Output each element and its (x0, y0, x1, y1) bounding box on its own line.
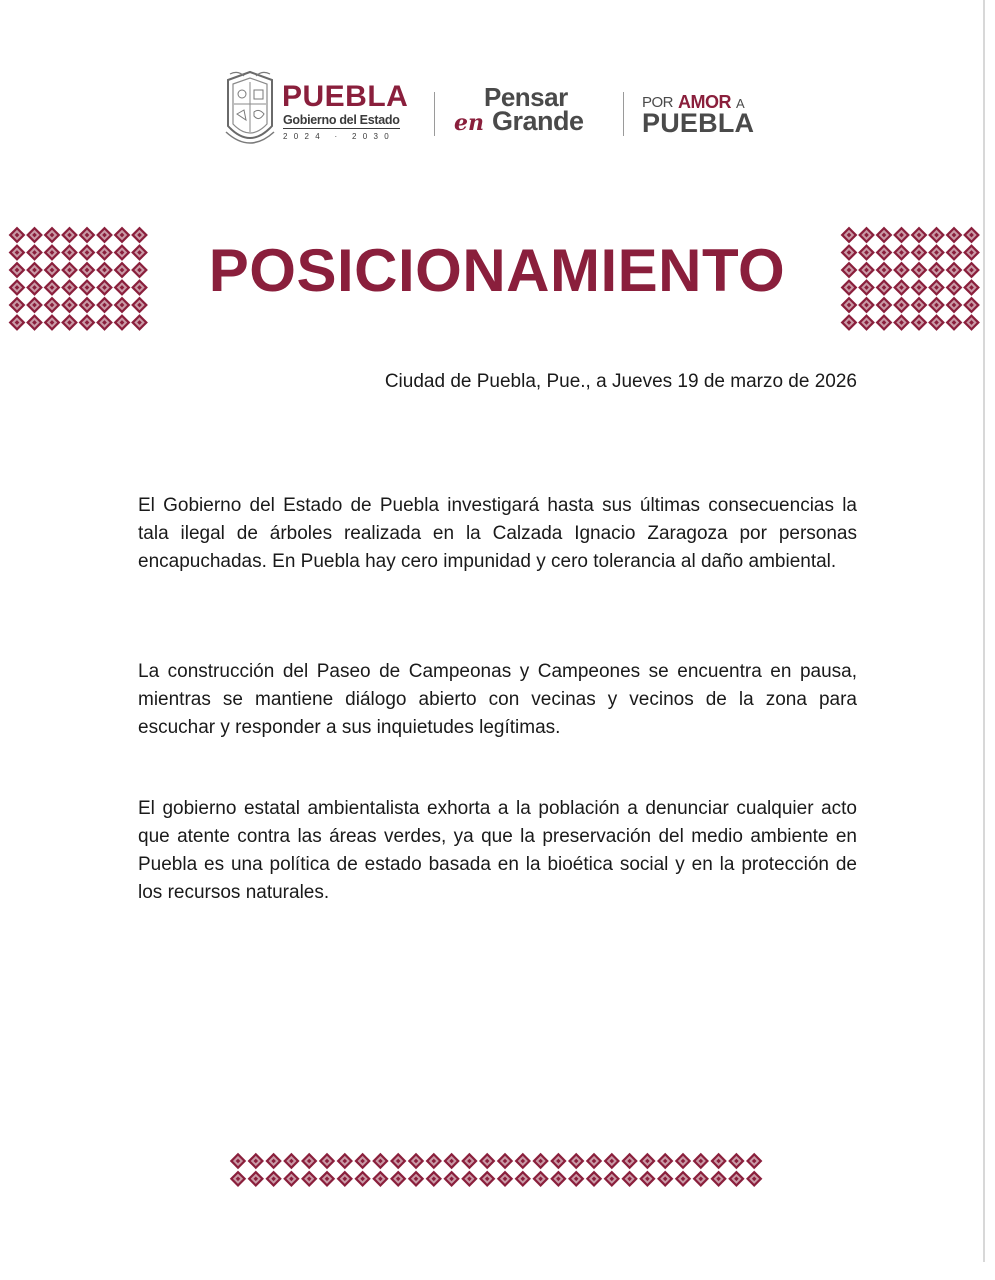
pattern-motif (79, 279, 96, 296)
pattern-motif (604, 1171, 620, 1187)
pattern-motif (61, 297, 78, 314)
paragraph-text: El gobierno estatal ambientalista exhorta a la población a denunciar cualquier acto que atente contra las áreas verdes, ya que la preservación del medio ambiente en Puebla es una política de estado basada en la bioética social y en la protección de los recursos naturales. (138, 798, 857, 903)
pattern-motif (9, 262, 26, 279)
pattern-motif (675, 1171, 691, 1187)
pattern-motif (96, 314, 113, 331)
pattern-motif (96, 227, 113, 244)
pattern-motif (479, 1153, 495, 1169)
pattern-motif (928, 314, 945, 331)
pattern-motif (858, 297, 875, 314)
pattern-motif (963, 314, 980, 331)
coat-of-arms-icon (224, 70, 276, 152)
document-title: POSICIONAMIENTO (208, 237, 786, 304)
pattern-motif (9, 297, 26, 314)
pattern-motif (858, 227, 875, 244)
pattern-motif (515, 1153, 531, 1169)
pattern-motif (893, 227, 910, 244)
puebla-logo-years: 2024 · 2030 (283, 132, 396, 141)
pattern-motif (963, 244, 980, 261)
pattern-motif (876, 262, 893, 279)
pattern-motif (893, 297, 910, 314)
pattern-motif (96, 297, 113, 314)
pattern-motif (319, 1153, 335, 1169)
pattern-motif (728, 1171, 744, 1187)
pattern-motif (911, 297, 928, 314)
logo-divider (434, 92, 435, 136)
pattern-motif (963, 227, 980, 244)
pattern-motif (893, 244, 910, 261)
pattern-motif (301, 1171, 317, 1187)
paragraph-text: El Gobierno del Estado de Puebla investigará hasta sus últimas consecuencias la tala ilegal de árboles realizada en la Calzada Ignacio Zaragoza por personas encapuchadas. En Puebla hay cero impunidad y cero tolerancia al daño ambiental. (138, 495, 857, 572)
pattern-motif (893, 279, 910, 296)
pattern-motif (693, 1153, 709, 1169)
pensar-en-grande-logo (454, 84, 604, 144)
date-line: Ciudad de Puebla, Pue., a Jueves 19 de marzo de 2026 (384, 371, 857, 392)
pattern-motif (319, 1171, 335, 1187)
pattern-motif (96, 244, 113, 261)
pattern-motif (230, 1171, 246, 1187)
pattern-motif (858, 314, 875, 331)
amor-logo-a: A (736, 96, 745, 111)
decorative-pattern-right (840, 226, 982, 334)
pattern-motif (746, 1171, 762, 1187)
pattern-motif (461, 1171, 477, 1187)
pattern-motif (657, 1153, 673, 1169)
pattern-motif (79, 314, 96, 331)
pattern-motif (61, 244, 78, 261)
pattern-motif (9, 314, 26, 331)
pattern-motif (26, 227, 43, 244)
pattern-motif (621, 1153, 637, 1169)
pattern-motif (79, 244, 96, 261)
pattern-motif (675, 1153, 691, 1169)
amor-logo-por: POR (642, 94, 674, 111)
pattern-motif (946, 279, 963, 296)
pattern-motif (928, 297, 945, 314)
header-logos (224, 68, 784, 156)
pattern-motif (746, 1153, 762, 1169)
pattern-motif (426, 1153, 442, 1169)
pattern-motif (928, 244, 945, 261)
pattern-motif (131, 279, 148, 296)
pattern-motif (550, 1171, 566, 1187)
pattern-motif (479, 1171, 495, 1187)
pattern-motif (443, 1171, 459, 1187)
pattern-motif (354, 1171, 370, 1187)
slogan-bottom: Grande (492, 106, 584, 136)
pattern-motif (248, 1153, 264, 1169)
pattern-motif (283, 1171, 299, 1187)
pattern-motif (114, 314, 131, 331)
pattern-motif (858, 262, 875, 279)
pattern-motif (26, 297, 43, 314)
pattern-motif (497, 1171, 513, 1187)
pattern-motif (26, 262, 43, 279)
pattern-motif (79, 227, 96, 244)
pattern-motif (586, 1171, 602, 1187)
pattern-motif (372, 1153, 388, 1169)
pattern-motif (248, 1171, 264, 1187)
pattern-motif (131, 262, 148, 279)
pattern-motif (131, 297, 148, 314)
pattern-motif (858, 244, 875, 261)
pattern-motif (876, 244, 893, 261)
pattern-motif (963, 262, 980, 279)
pattern-motif (586, 1153, 602, 1169)
pattern-motif (639, 1171, 655, 1187)
pattern-motif (354, 1153, 370, 1169)
puebla-logo-name: PUEBLA (282, 80, 409, 113)
pattern-motif (911, 279, 928, 296)
pattern-motif (301, 1153, 317, 1169)
pattern-motif (532, 1171, 548, 1187)
pattern-motif (858, 279, 875, 296)
pattern-motif (841, 262, 858, 279)
pattern-motif (114, 297, 131, 314)
pattern-motif (876, 279, 893, 296)
logo-divider (623, 92, 624, 136)
pattern-motif (61, 314, 78, 331)
pattern-motif (532, 1153, 548, 1169)
pattern-motif (911, 227, 928, 244)
pattern-motif (131, 314, 148, 331)
pattern-motif (911, 314, 928, 331)
page-edge (983, 0, 985, 1262)
pattern-motif (61, 262, 78, 279)
pattern-motif (114, 279, 131, 296)
pattern-motif (461, 1153, 477, 1169)
pattern-motif (131, 244, 148, 261)
slogan-en: en (454, 110, 484, 136)
pattern-motif (61, 227, 78, 244)
pattern-motif (79, 297, 96, 314)
pattern-motif (426, 1171, 442, 1187)
pattern-motif (946, 244, 963, 261)
pattern-motif (893, 314, 910, 331)
pattern-motif (408, 1171, 424, 1187)
pattern-motif (893, 262, 910, 279)
pattern-motif (390, 1153, 406, 1169)
pattern-motif (26, 244, 43, 261)
pattern-motif (44, 297, 61, 314)
pattern-motif (876, 297, 893, 314)
pattern-motif (876, 314, 893, 331)
pattern-motif (911, 262, 928, 279)
body-paragraph-3 (138, 795, 857, 907)
puebla-gobierno-logo (282, 82, 422, 142)
pattern-motif (44, 279, 61, 296)
pattern-motif (911, 244, 928, 261)
pattern-motif (515, 1171, 531, 1187)
pattern-motif (114, 262, 131, 279)
pattern-motif (693, 1171, 709, 1187)
puebla-logo-subtitle: Gobierno del Estado (283, 113, 400, 127)
pattern-motif (928, 279, 945, 296)
pattern-motif (408, 1153, 424, 1169)
pattern-motif (497, 1153, 513, 1169)
pattern-motif (283, 1153, 299, 1169)
pattern-motif (9, 227, 26, 244)
pattern-motif (230, 1153, 246, 1169)
pattern-motif (841, 227, 858, 244)
pattern-motif (710, 1171, 726, 1187)
pattern-motif (946, 297, 963, 314)
pattern-motif (96, 262, 113, 279)
amor-logo-puebla: PUEBLA (642, 108, 755, 138)
pattern-motif (114, 244, 131, 261)
pattern-motif (44, 244, 61, 261)
pattern-motif (657, 1171, 673, 1187)
pattern-motif (841, 297, 858, 314)
pattern-motif (9, 244, 26, 261)
pattern-motif (963, 279, 980, 296)
pattern-motif (928, 227, 945, 244)
pattern-motif (26, 279, 43, 296)
pattern-motif (946, 227, 963, 244)
body-paragraph-1 (138, 492, 857, 576)
pattern-motif (728, 1153, 744, 1169)
pattern-motif (44, 227, 61, 244)
pattern-motif (390, 1171, 406, 1187)
pattern-motif (9, 279, 26, 296)
pattern-motif (568, 1171, 584, 1187)
decorative-pattern-left (8, 226, 150, 334)
pattern-motif (265, 1153, 281, 1169)
paragraph-text: La construcción del Paseo de Campeonas y Campeones se encuentra en pausa, mientras se mantiene diálogo abierto con vecinas y vecinos de la zona para escuchar y responder a sus inquietudes legítimas. (138, 661, 857, 738)
pattern-motif (550, 1153, 566, 1169)
pattern-motif (639, 1153, 655, 1169)
pattern-motif (61, 279, 78, 296)
pattern-motif (841, 244, 858, 261)
pattern-motif (337, 1171, 353, 1187)
pattern-motif (443, 1153, 459, 1169)
body-paragraph-2 (138, 658, 857, 742)
pattern-motif (131, 227, 148, 244)
por-amor-a-puebla-logo (642, 92, 782, 142)
pattern-motif (963, 297, 980, 314)
pattern-motif (96, 279, 113, 296)
pattern-motif (621, 1171, 637, 1187)
pattern-motif (946, 262, 963, 279)
pattern-motif (337, 1153, 353, 1169)
pattern-motif (568, 1153, 584, 1169)
pattern-motif (372, 1171, 388, 1187)
pattern-motif (841, 279, 858, 296)
pattern-motif (928, 262, 945, 279)
amor-logo-amor: AMOR (678, 92, 731, 112)
pattern-motif (265, 1171, 281, 1187)
decorative-pattern-bottom (228, 1152, 764, 1188)
pattern-motif (710, 1153, 726, 1169)
pattern-motif (44, 314, 61, 331)
pattern-motif (604, 1153, 620, 1169)
pattern-motif (79, 262, 96, 279)
slogan-top: Pensar (484, 82, 568, 112)
pattern-motif (841, 314, 858, 331)
pattern-motif (876, 227, 893, 244)
pattern-motif (946, 314, 963, 331)
pattern-motif (26, 314, 43, 331)
pattern-motif (44, 262, 61, 279)
pattern-motif (114, 227, 131, 244)
